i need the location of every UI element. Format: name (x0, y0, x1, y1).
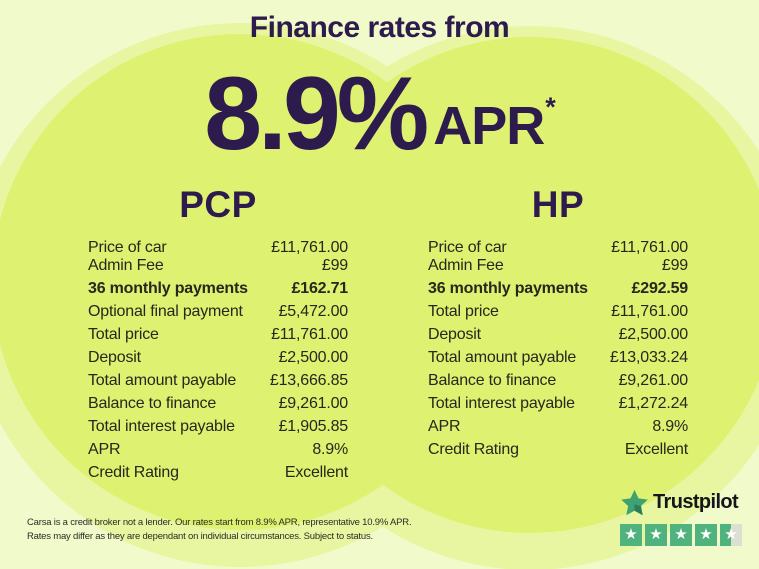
row-value: 8.9% (652, 418, 688, 435)
row-value: £99 (661, 257, 688, 274)
footnote-asterisk: * (545, 92, 555, 122)
rating-star: ★ (670, 524, 692, 546)
table-row (428, 349, 688, 367)
row-label: Total price (88, 326, 159, 343)
trustpilot-brand-text: Trustpilot (653, 491, 739, 513)
table-row (88, 418, 348, 436)
row-label: Balance to finance (88, 395, 217, 412)
row-value: £11,761.00 (611, 303, 688, 320)
row-value: Excellent (624, 441, 688, 458)
row-label: Deposit (428, 326, 481, 343)
row-label: Total amount payable (428, 349, 577, 366)
pcp-rows (88, 239, 348, 482)
row-label: Total price (428, 303, 499, 320)
trustpilot-logo-row (620, 488, 752, 517)
hp-heading: HP (531, 184, 585, 225)
hp-table (428, 186, 688, 464)
row-value: £162.71 (291, 280, 348, 297)
table-row (428, 395, 688, 413)
rate-headline (0, 56, 759, 172)
table-row (88, 239, 348, 257)
trustpilot-star-icon (620, 488, 649, 517)
table-row (428, 280, 688, 298)
table-row (88, 395, 348, 413)
pcp-heading: PCP (179, 184, 257, 225)
page-title: Finance rates from (249, 11, 510, 44)
table-row (88, 464, 348, 482)
table-row (88, 372, 348, 390)
row-label: Admin Fee (428, 257, 504, 274)
rating-star: ★ (645, 524, 667, 546)
row-label: Admin Fee (88, 257, 164, 274)
row-value: £5,472.00 (278, 303, 348, 320)
row-label: Deposit (88, 349, 141, 366)
row-label: Total interest payable (428, 395, 575, 412)
table-row (88, 257, 348, 275)
row-label: Total interest payable (88, 418, 235, 435)
table-row (88, 441, 348, 459)
row-label: Optional final payment (88, 303, 243, 320)
rate-suffix: APR* (433, 92, 555, 156)
row-label: APR (88, 441, 121, 458)
table-row (428, 372, 688, 390)
row-value: 8.9% (312, 441, 348, 458)
trustpilot-widget (620, 488, 752, 546)
row-value: £292.59 (631, 280, 688, 297)
pcp-table (88, 186, 348, 487)
row-value: £1,905.85 (278, 418, 348, 435)
rating-star: ★ (695, 524, 717, 546)
table-row (428, 326, 688, 344)
row-label: Price of car (88, 239, 167, 256)
row-value: £2,500.00 (618, 326, 688, 343)
rate-value: 8.9% (204, 56, 426, 172)
row-value: £99 (321, 257, 348, 274)
header (0, 11, 759, 172)
table-row (428, 441, 688, 459)
row-value: £9,261.00 (278, 395, 348, 412)
row-label: Credit Rating (428, 441, 519, 458)
row-value: £13,033.24 (609, 349, 688, 366)
row-value: £13,666.85 (269, 372, 348, 389)
hp-rows (428, 239, 688, 459)
row-value: Excellent (284, 464, 348, 481)
row-value: £2,500.00 (278, 349, 348, 366)
row-label: Credit Rating (88, 464, 179, 481)
row-value: £11,761.00 (271, 239, 348, 256)
trustpilot-stars (620, 524, 752, 546)
table-row (428, 303, 688, 321)
rating-star: ★ (720, 524, 742, 546)
rating-star: ★ (620, 524, 642, 546)
table-row (88, 303, 348, 321)
row-label: 36 monthly payments (428, 280, 588, 297)
row-value: £1,272.24 (618, 395, 688, 412)
row-label: APR (428, 418, 461, 435)
row-label: Total amount payable (88, 372, 237, 389)
row-label: Price of car (428, 239, 507, 256)
table-row (88, 326, 348, 344)
table-row (428, 257, 688, 275)
legal-disclaimer (27, 516, 447, 543)
table-row (88, 349, 348, 367)
row-label: Balance to finance (428, 372, 557, 389)
row-value: £11,761.00 (611, 239, 688, 256)
table-row (428, 418, 688, 436)
disclaimer-line-2: Rates may differ as they are dependant on individual circumstances. Subject to status. (27, 530, 373, 542)
disclaimer-line-1: Carsa is a credit broker not a lender. Our rates start from 8.9% APR, representative 10.9% APR. (27, 517, 412, 528)
row-value: £11,761.00 (271, 326, 348, 343)
row-label: 36 monthly payments (88, 280, 248, 297)
table-row (88, 280, 348, 298)
table-row (428, 239, 688, 257)
row-value: £9,261.00 (618, 372, 688, 389)
